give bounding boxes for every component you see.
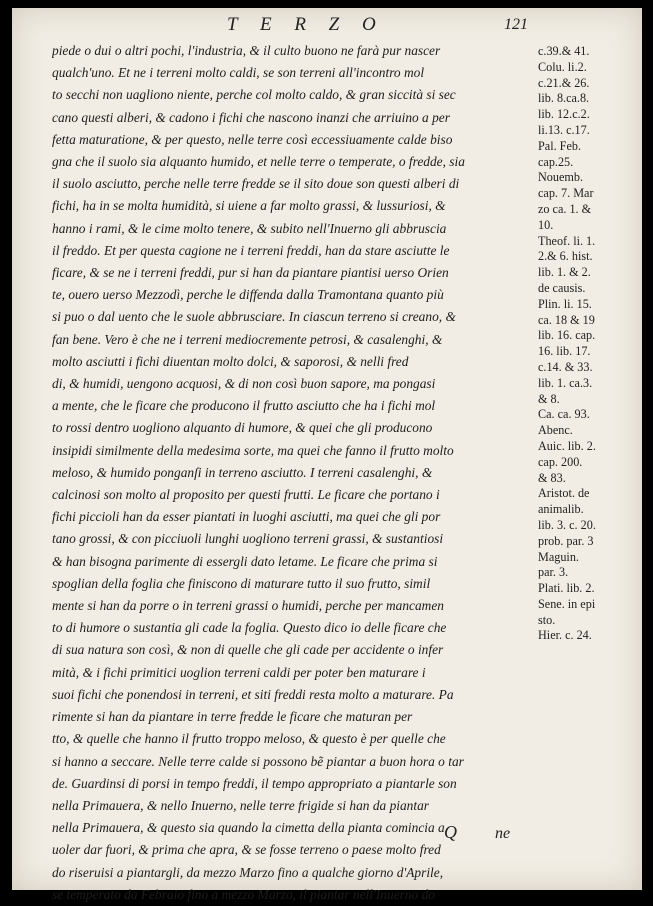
text-line: mente si han da porre o in terreni grassi o humidi, perche per mancamen: [52, 598, 444, 614]
text-line: to secchi non uagliono niente, perche col molto caldo, & gran siccità si sec: [52, 87, 456, 103]
page-number: 121: [504, 16, 528, 33]
text-line: di sua natura son così, & non di quelle che gli cade per accidente o infer: [52, 642, 444, 658]
margin-note: Plin. li. 15.: [538, 296, 592, 311]
margin-note: lib. 16. cap.: [538, 328, 596, 343]
text-line: gna che il suolo sia alquanto humido, et nelle terre o temperate, o fredde, sia: [52, 154, 465, 170]
book-page: [12, 8, 642, 902]
margin-note: Pal. Feb.: [538, 138, 581, 153]
text-line: te, ouero uerso Mezzodì, perche le diffenda dalla Tramontana quanto più: [52, 287, 444, 303]
text-line: fan bene. Vero è che ne i terreni mediocremente petrosi, & casalenghi, &: [52, 331, 443, 347]
text-line: suoi fichi che ponendosi in terreni, et siti freddi resta molto a maturare. Pa: [52, 686, 454, 702]
margin-note: Theof. li. 1.: [538, 233, 596, 248]
text-line: il suolo asciutto, perche nelle terre fredde se il sito doue son questi alberi di: [52, 176, 460, 192]
margin-note: cap.25.: [538, 154, 574, 169]
margin-note: Maguin.: [538, 549, 579, 564]
margin-note: de causis.: [538, 280, 586, 295]
text-line: piede o dui o altri pochi, l'industria, & il culto buono ne farà pur nascer: [52, 43, 441, 58]
margin-note: c.39.& 41.: [538, 44, 590, 58]
text-line: di, & humidi, uengono acquosi, & di non così buon sapore, ma pongasi: [52, 376, 436, 392]
text-line: tano grossi, & con picciuoli lunghi uogliono terreni grassi, & sustantiosi: [52, 531, 444, 547]
text-line: rimente si han da piantare in terre fredde le ficare che maturan per: [52, 709, 413, 725]
margin-note: 2.& 6. hist.: [538, 249, 593, 264]
text-line: spoglian della foglia che finiscono di maturare tutto il suo frutto, simil: [52, 575, 431, 591]
margin-note: prob. par. 3: [538, 533, 594, 548]
margin-notes: [538, 44, 642, 644]
margin-note: 16. lib. 17.: [538, 344, 591, 359]
text-line: se temperato da Febraio fino a mezzo Marzo, il piantar nell'Inuerno do: [52, 886, 435, 902]
text-line: cano questi alberi, & cadono i fichi che nascono inanzi che arriuino a per: [52, 109, 450, 125]
text-line: mità, & i fichi primitici uoglion terreni caldi per poter ben maturare i: [52, 664, 426, 680]
margin-note: lib. 3. c. 20.: [538, 517, 596, 532]
margin-note: Nouemb.: [538, 170, 584, 185]
margin-note: & 8.: [538, 391, 560, 406]
margin-note: Plati. lib. 2.: [538, 581, 595, 596]
margin-note: cap. 200.: [538, 454, 583, 469]
text-line: fichi piccioli han da esser piantati in luoghi asciutti, ma quei che gli por: [52, 509, 441, 525]
running-title: T E R Z O: [227, 14, 385, 35]
margin-note: Colu. li.2.: [538, 59, 587, 74]
text-line: de. Guardinsi di porsi in tempo freddi, il tempo appropriato a piantarle son: [52, 775, 457, 791]
text-line: qualch'uno. Et ne i terreni molto caldi, se son terreni all'incontro mol: [52, 65, 425, 81]
text-line: si puo o dal uento che le suole abbrusciare. In ciascun terreno si creano, &: [52, 309, 456, 325]
text-line: tto, & quelle che hanno il frutto troppo meloso, & questo è per quelle che: [52, 731, 446, 747]
text-line: molto asciutti i fichi diuentan molto dolci, & saporosi, & nelli fred: [52, 353, 409, 369]
text-line: meloso, & humido ponganſi in terreno asciutto. I terreni casalenghi, &: [52, 464, 433, 480]
margin-note: Sene. in epi: [538, 596, 596, 611]
text-line: calcinosi son molto al proposito per questi frutti. Le ficare che portano i: [52, 487, 440, 503]
signature-mark: Q: [444, 822, 457, 842]
text-line: si hanno a seccare. Nelle terre calde si possono bẽ piantar a buon hora o tar: [52, 753, 464, 769]
margin-note: & 83.: [538, 470, 566, 485]
text-line: hanno i rami, & le cime molto tenere, & subito nell'Inuerno gli abbrusciа: [52, 220, 447, 236]
margin-note: c.14. & 33.: [538, 359, 593, 374]
margin-note: par. 3.: [538, 565, 569, 580]
text-line: a mente, che le ficare che producono il frutto asciutto che ha i fichi mol: [52, 398, 436, 414]
catchword: ne: [495, 825, 511, 842]
margin-note: lib. 1. ca.3.: [538, 375, 593, 390]
margin-note: lib. 8.ca.8.: [538, 91, 590, 106]
margin-note: li.13. c.17.: [538, 122, 590, 137]
body-text: [52, 40, 548, 906]
text-line: & han bisogna parimente di essergli dato letame. Le ficare che prima si: [52, 553, 438, 569]
margin-note: Abenc.: [538, 423, 573, 438]
margin-note: animalib.: [538, 502, 584, 517]
text-line: fichi, ha in se molta humidità, si uiene a far molto grassi, & lussuriosi, &: [52, 198, 446, 214]
margin-note: lib. 1. & 2.: [538, 265, 591, 280]
margin-note: cap. 7. Mar: [538, 186, 594, 201]
text-line: to di humore o sustantia gli cade la foglia. Questo dico io delle ficare che: [52, 620, 447, 636]
margin-note: zo ca. 1. &: [538, 201, 592, 216]
text-line: nella Primauera, & questo sia quando la cimetta della pianta comincia a: [52, 820, 445, 836]
margin-note: c.21.& 26.: [538, 75, 590, 90]
text-line: insipidi similmente della medesima sorte, ma quei che fanno il frutto molto: [52, 442, 454, 458]
margin-note: 10.: [538, 217, 554, 232]
text-line: nella Primauera, & nello Inuerno, nelle terre frigide si han da piantar: [52, 797, 430, 813]
text-line: uoler dar fuori, & prima che apra, & se fosse terreno o paese molto fred: [52, 842, 441, 858]
margin-note: Ca. ca. 93.: [538, 407, 590, 422]
text-line: il freddo. Et per questa cagione ne i terreni freddi, han da stare asciutte le: [52, 242, 450, 258]
text-line: do riseruisi a piantargli, da mezzo Marzo fino a qualche giorno d'Aprile,: [52, 864, 444, 880]
margin-note: ca. 18 & 19: [538, 312, 595, 327]
text-line: fetta maturatione, & per questo, nelle terre così eccessiuamente calde biso: [52, 131, 453, 147]
margin-note: sto.: [538, 612, 556, 627]
text-line: ficare, & se ne i terreni freddi, pur si han da piantare piantisi uerso Orien: [52, 265, 449, 281]
text-line: to rossi dentro uogliono alquanto di humore, & quei che gli producono: [52, 420, 433, 436]
margin-note: lib. 12.c.2.: [538, 107, 590, 122]
margin-note: Hier. c. 24.: [538, 628, 592, 643]
margin-note: Auic. lib. 2.: [538, 438, 596, 453]
margin-note: Aristot. de: [538, 486, 590, 501]
catchword-line: [444, 822, 510, 843]
